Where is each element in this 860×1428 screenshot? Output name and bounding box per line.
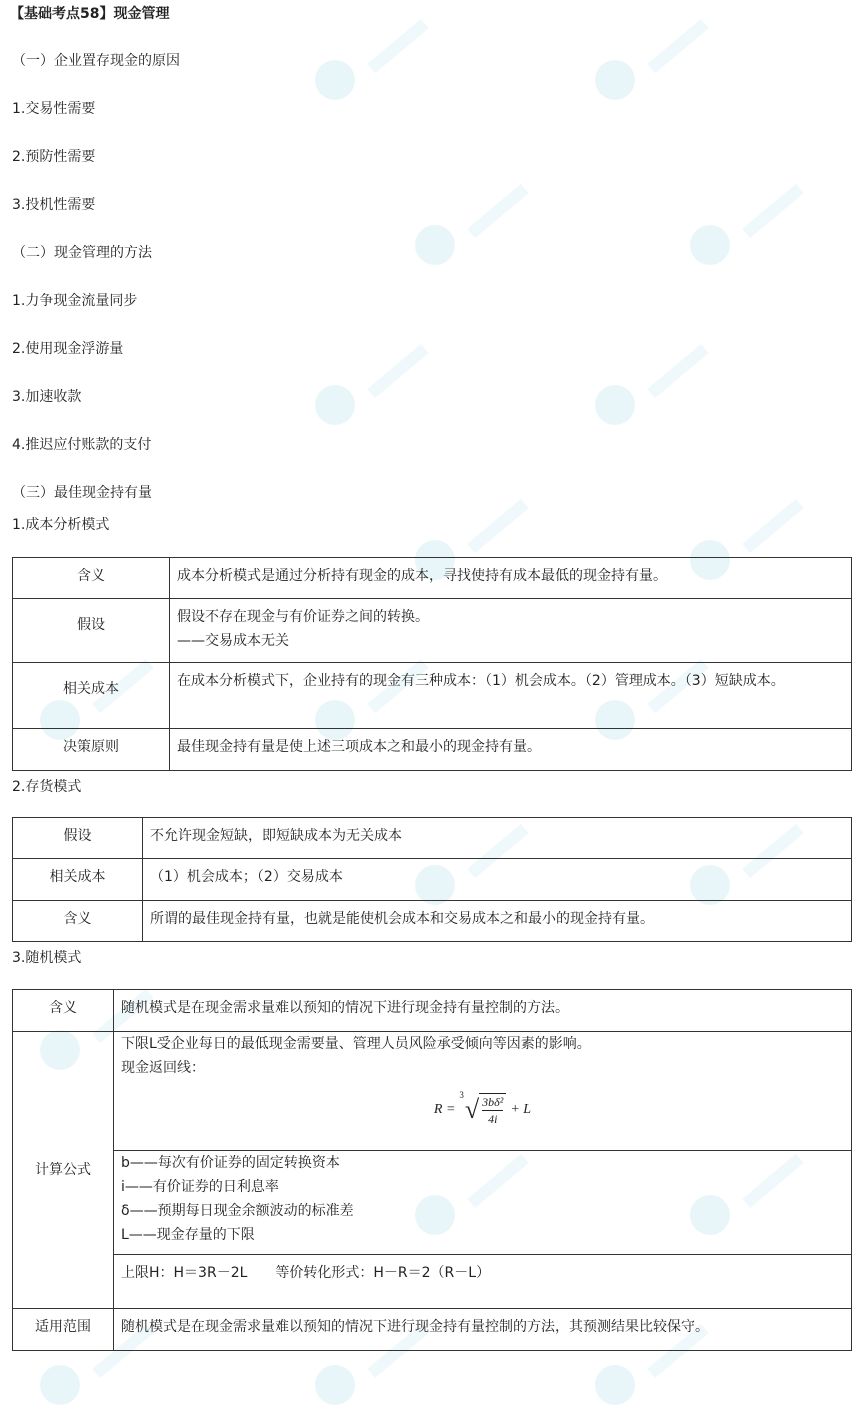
list-item: 2.预防性需要 <box>12 149 96 165</box>
definition: i——有价证券的日利息率 <box>121 1179 279 1195</box>
upper-limit: 上限H：H＝3R－2L 等价转化形式：H－R＝2（R－L） <box>121 1265 491 1281</box>
row-value: 最佳现金持有量是使上述三项成本之和最小的现金持有量。 <box>170 729 852 771</box>
formula-label: 现金返回线： <box>121 1060 205 1076</box>
radical-sign-icon: √ <box>464 1095 480 1124</box>
list-item: 4.推迟应付账款的支付 <box>12 437 152 453</box>
row-value <box>114 1032 852 1309</box>
table-row <box>13 859 852 901</box>
cube-root <box>459 1090 506 1130</box>
row-label: 含义 <box>13 558 170 599</box>
row-value: 随机模式是在现金需求量难以预知的情况下进行现金持有量控制的方法，其预测结果比较保守。 <box>114 1309 852 1351</box>
inventory-model-table <box>12 817 852 942</box>
formula-plus-l: + L <box>510 1102 532 1117</box>
row-label: 含义 <box>13 990 114 1032</box>
list-item: 3.加速收款 <box>12 389 82 405</box>
table-row <box>13 558 852 599</box>
section-heading: （一）企业置存现金的原因 <box>12 53 180 69</box>
watermark-logo <box>595 1365 635 1405</box>
watermark-logo <box>690 225 730 265</box>
row-value: 不允许现金短缺，即短缺成本为无关成本 <box>143 818 852 859</box>
list-item: 3.投机性需要 <box>12 197 96 213</box>
row-label: 含义 <box>13 901 143 942</box>
table-row <box>13 818 852 859</box>
row-label: 决策原则 <box>13 729 170 771</box>
watermark-logo <box>315 385 355 425</box>
row-value: 在成本分析模式下，企业持有的现金有三种成本：（1）机会成本。（2）管理成本。（3）短缺成本。 <box>170 663 852 729</box>
watermark-logo <box>40 1365 80 1405</box>
definitions <box>114 1151 851 1255</box>
fraction <box>479 1093 506 1127</box>
row-value: 成本分析模式是通过分析持有现金的成本，寻找使持有成本最低的现金持有量。 <box>170 558 852 599</box>
row-value-line: 假设不存在现金与有价证券之间的转换。 <box>177 609 429 625</box>
row-label: 假设 <box>13 818 143 859</box>
random-model-table <box>12 989 852 1351</box>
row-value: 随机模式是在现金需求量难以预知的情况下进行现金持有量控制的方法。 <box>114 990 852 1032</box>
formula-block <box>114 1032 851 1151</box>
row-label: 相关成本 <box>13 859 143 901</box>
list-item: 1.力争现金流量同步 <box>12 293 138 309</box>
definition: b——每次有价证券的固定转换资本 <box>121 1155 340 1171</box>
table-row <box>13 901 852 942</box>
list-item: 1.交易性需要 <box>12 101 96 117</box>
row-value: （1）机会成本；（2）交易成本 <box>143 859 852 901</box>
watermark-logo <box>315 1365 355 1405</box>
definition: δ——预期每日现金余额波动的标准差 <box>121 1203 354 1219</box>
definition: L——现金存量的下限 <box>121 1227 255 1243</box>
table-row <box>13 1309 852 1351</box>
section-heading: （三）最佳现金持有量 <box>12 485 152 501</box>
table-row <box>13 1032 852 1309</box>
table-row <box>13 729 852 771</box>
numerator: 3bδ² <box>482 1095 504 1109</box>
row-value <box>170 599 852 663</box>
section-heading: （二）现金管理的方法 <box>12 245 152 261</box>
watermark-logo <box>315 60 355 100</box>
cost-analysis-table <box>12 557 852 771</box>
row-value-line: ——交易成本无关 <box>177 633 289 649</box>
row-label: 适用范围 <box>13 1309 114 1351</box>
subsection-title: 3.随机模式 <box>12 950 82 966</box>
watermark-logo <box>415 225 455 265</box>
table-row <box>13 663 852 729</box>
subsection-title: 2.存货模式 <box>12 779 82 795</box>
row-label: 计算公式 <box>13 1032 114 1309</box>
row-label: 假设 <box>13 599 170 663</box>
page-title: 【基础考点58】现金管理 <box>10 6 170 22</box>
denominator: 4i <box>488 1112 498 1126</box>
row-label: 相关成本 <box>13 663 170 729</box>
subsection-title: 1.成本分析模式 <box>12 517 110 533</box>
watermark-logo <box>595 60 635 100</box>
watermark-logo <box>595 385 635 425</box>
formula-note: 下限L受企业每日的最低现金需要量、管理人员风险承受倾向等因素的影响。 <box>121 1036 591 1052</box>
row-value: 所谓的最佳现金持有量，也就是能使机会成本和交易成本之和最小的现金持有量。 <box>143 901 852 942</box>
table-row <box>13 599 852 663</box>
return-line-formula <box>121 1080 844 1140</box>
table-row <box>13 990 852 1032</box>
list-item: 2.使用现金浮游量 <box>12 341 124 357</box>
formula-lhs: R = <box>433 1102 456 1117</box>
root-index: 3 <box>459 1090 464 1100</box>
